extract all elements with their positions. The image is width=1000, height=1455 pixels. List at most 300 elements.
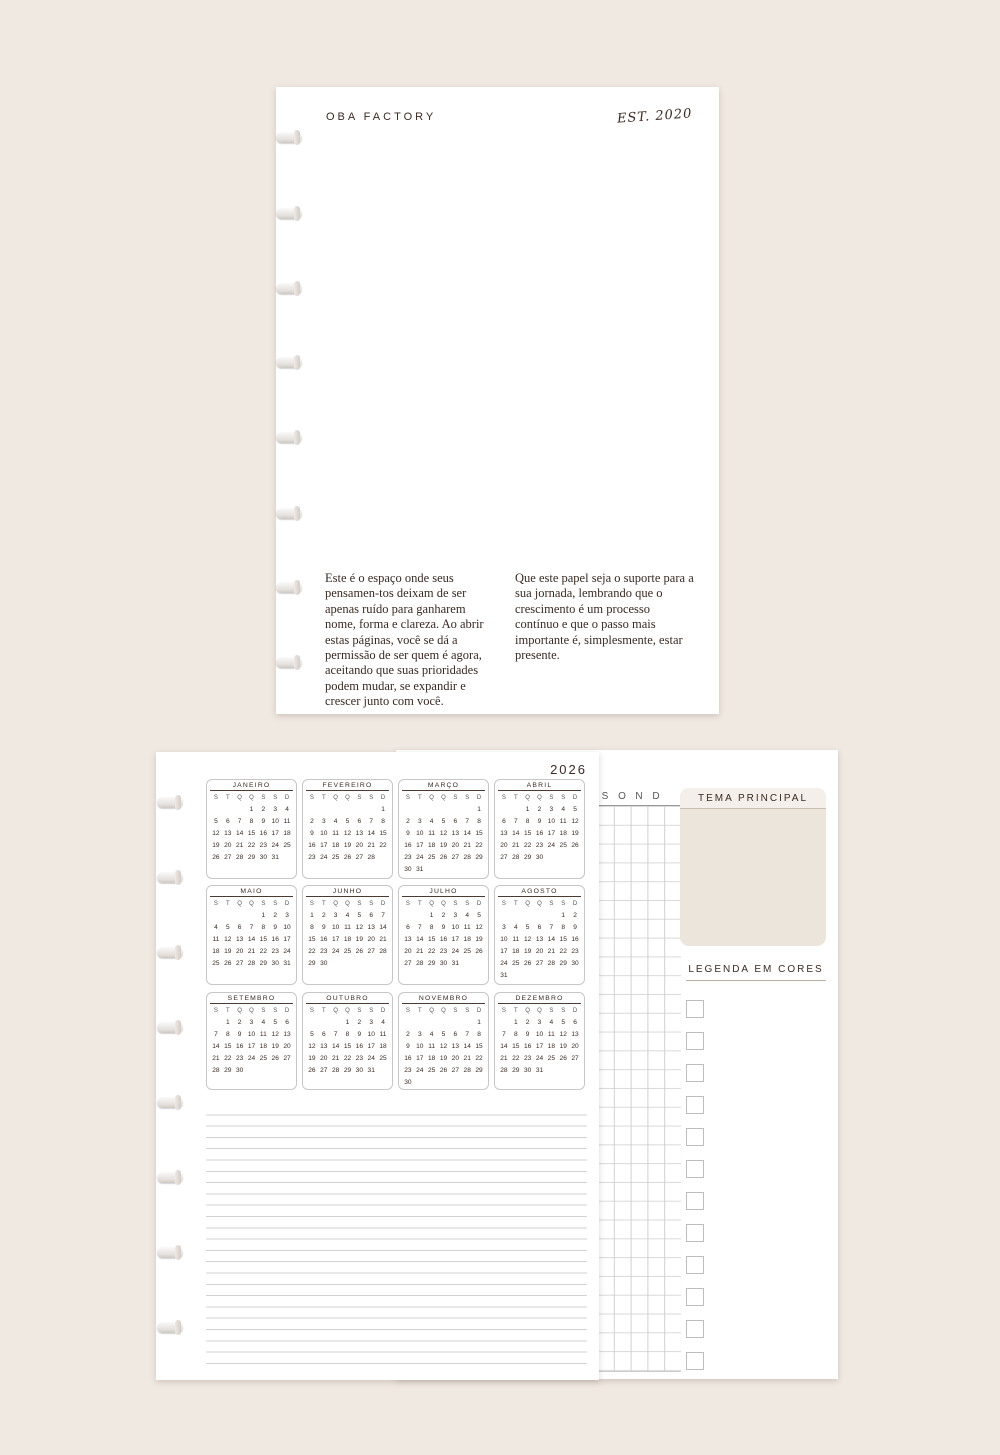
- month-initial: N: [635, 791, 643, 802]
- day-cell: 5: [357, 912, 362, 919]
- legend-color-box[interactable]: [686, 1160, 704, 1178]
- day-cell: 14: [367, 830, 375, 837]
- day-cell: 14: [463, 1043, 471, 1050]
- weekday-label: T: [417, 795, 422, 801]
- day-cell: 9: [273, 924, 278, 931]
- day-cell: 3: [453, 912, 458, 919]
- weekday-label: T: [225, 901, 230, 907]
- day-cell: 26: [523, 960, 532, 967]
- weekday-label: Q: [237, 901, 242, 907]
- day-cell: 30: [235, 1067, 244, 1074]
- day-cell: 17: [500, 948, 508, 955]
- day-cell: 13: [283, 1031, 291, 1038]
- empty-day: [438, 804, 450, 816]
- day-cell: 12: [224, 936, 232, 943]
- day-cell: 30: [259, 854, 268, 861]
- day-cell: 24: [283, 948, 291, 955]
- day-cell: 29: [247, 854, 256, 861]
- day-cell: 2: [441, 912, 446, 919]
- day-cell: 23: [259, 842, 268, 849]
- legend-color-box[interactable]: [686, 1032, 704, 1050]
- day-cell: 7: [237, 818, 242, 825]
- day-cell: 26: [559, 1055, 567, 1062]
- weekday-label: D: [284, 795, 290, 801]
- day-cell: 18: [331, 842, 340, 849]
- empty-day: [246, 910, 258, 922]
- day-cell: 19: [571, 830, 579, 837]
- weekday-label: D: [380, 795, 386, 801]
- empty-day: [461, 1017, 473, 1029]
- binder-ring: [276, 508, 302, 519]
- day-cell: 23: [571, 948, 579, 955]
- day-cell: 31: [451, 960, 460, 967]
- cover-text-right: Que este papel seja o suporte para a sua jornada, lembrando que o crescimento é um processo contínuo e que o passo mais importante é, simplesmente, estar presente.: [515, 571, 694, 663]
- weekday-label: S: [501, 795, 506, 801]
- day-cell: 27: [320, 1067, 328, 1074]
- day-cell: 12: [355, 924, 364, 931]
- day-cell: 15: [247, 830, 256, 837]
- day-cell: 22: [523, 842, 532, 849]
- empty-day: [365, 804, 377, 816]
- day-cell: 21: [416, 948, 424, 955]
- day-cell: 30: [271, 960, 279, 967]
- day-cell: 29: [475, 1067, 483, 1074]
- day-cell: 20: [224, 842, 232, 849]
- day-cell: 28: [379, 948, 387, 955]
- day-cell: 10: [367, 1031, 375, 1038]
- day-cell: 24: [547, 842, 556, 849]
- empty-day: [510, 910, 522, 922]
- weekday-label: D: [284, 1008, 290, 1014]
- legend-color-box[interactable]: [686, 1192, 704, 1210]
- weekday-label: S: [309, 901, 314, 907]
- day-cell: 16: [271, 936, 279, 943]
- day-cell: 30: [439, 960, 448, 967]
- weekday-label: T: [225, 795, 230, 801]
- day-cell: 19: [212, 842, 220, 849]
- day-cell: 2: [261, 806, 266, 813]
- day-cell: 28: [463, 854, 471, 861]
- day-cell: 12: [308, 1043, 316, 1050]
- month-name: FEVEREIRO: [306, 780, 389, 791]
- day-cell: 1: [225, 1019, 230, 1026]
- month-calendar: [398, 992, 489, 1090]
- weekday-label: T: [225, 1008, 230, 1014]
- weekday-label: S: [465, 795, 470, 801]
- legend-color-box[interactable]: [686, 1096, 704, 1114]
- day-cell: 24: [367, 1055, 375, 1062]
- day-cell: 19: [559, 1043, 567, 1050]
- day-cell: 24: [247, 1055, 256, 1062]
- note-lines: [206, 1104, 587, 1366]
- day-cell: 12: [475, 924, 483, 931]
- calendar-year: 2026: [550, 762, 587, 777]
- day-cell: 8: [310, 924, 314, 931]
- weekday-label: Q: [429, 1008, 434, 1014]
- day-cell: 13: [404, 936, 412, 943]
- day-cell: 28: [512, 854, 520, 861]
- day-cell: 18: [427, 1055, 436, 1062]
- day-cell: 28: [463, 1067, 471, 1074]
- day-cell: 21: [547, 948, 556, 955]
- day-cell: 15: [475, 1043, 483, 1050]
- legend-color-box[interactable]: [686, 1352, 704, 1370]
- empty-day: [498, 1017, 510, 1029]
- day-cell: 18: [559, 830, 567, 837]
- day-cell: 26: [571, 842, 579, 849]
- binder-ring: [157, 1172, 183, 1183]
- day-cell: 21: [367, 842, 375, 849]
- month-calendar: [302, 885, 393, 985]
- weekday-label: S: [309, 1008, 314, 1014]
- weekday-label: T: [417, 1008, 422, 1014]
- weekday-label: S: [453, 795, 458, 801]
- day-cell: 13: [224, 830, 232, 837]
- day-cell: 8: [429, 924, 434, 931]
- day-cell: 26: [212, 854, 220, 861]
- legend-color-box[interactable]: [686, 1000, 704, 1018]
- day-cell: 12: [439, 830, 448, 837]
- cover-text-left: Este é o espaço onde seus pensamen-tos deixam de ser apenas ruído para ganharem nome, forma e clareza. Ao abrir estas páginas, você se dá a permissão de ser quem é agora, aceitando que suas prioridades podem mudar, se expandir e crescer junto com você.: [325, 571, 484, 709]
- empty-day: [234, 910, 246, 922]
- binder-ring: [276, 582, 302, 593]
- day-cell: 12: [523, 936, 532, 943]
- month-name: SETEMBRO: [210, 993, 293, 1004]
- weekday-label: S: [561, 1008, 566, 1014]
- day-cell: 4: [429, 818, 434, 825]
- day-cell: 11: [428, 830, 436, 837]
- weekday-label: S: [309, 795, 314, 801]
- day-cell: 19: [439, 1055, 448, 1062]
- day-cell: 28: [331, 1067, 340, 1074]
- day-cell: 29: [224, 1067, 232, 1074]
- day-cell: 4: [549, 1019, 554, 1026]
- day-cell: 17: [247, 1043, 256, 1050]
- month-initials-header: [597, 791, 681, 805]
- weekday-label: D: [476, 1008, 482, 1014]
- day-cell: 28: [416, 960, 424, 967]
- day-cell: 13: [355, 830, 364, 837]
- empty-day: [353, 804, 365, 816]
- day-cell: 6: [369, 912, 374, 919]
- day-cell: 15: [379, 830, 387, 837]
- day-cell: 2: [357, 1019, 362, 1026]
- weekday-label: Q: [441, 795, 446, 801]
- month-initial: O: [618, 791, 626, 802]
- day-cell: 8: [477, 1031, 481, 1038]
- month-name: JULHO: [402, 886, 485, 897]
- month-calendar: [494, 992, 585, 1090]
- day-cell: 17: [416, 1055, 424, 1062]
- weekday-label: S: [501, 901, 506, 907]
- month-calendar: [398, 885, 489, 985]
- weekday-label: S: [273, 795, 278, 801]
- empty-day: [498, 910, 510, 922]
- weekday-label: S: [357, 795, 362, 801]
- day-cell: 27: [355, 854, 364, 861]
- binder-ring: [276, 357, 302, 368]
- weekday-label: T: [513, 901, 518, 907]
- day-cell: 27: [500, 854, 508, 861]
- weekday-label: Q: [249, 1008, 254, 1014]
- day-cell: 24: [331, 948, 340, 955]
- tracker-grid: [597, 805, 681, 1372]
- day-cell: 13: [451, 830, 460, 837]
- month-calendar: [494, 779, 585, 879]
- day-cell: 29: [475, 854, 483, 861]
- weekday-label: S: [549, 901, 554, 907]
- binder-ring: [157, 1322, 183, 1333]
- day-cell: 1: [429, 912, 434, 919]
- day-cell: 3: [417, 1031, 422, 1038]
- weekday-label: S: [213, 795, 218, 801]
- legend-color-box[interactable]: [686, 1256, 704, 1274]
- day-cell: 7: [214, 1031, 218, 1038]
- day-cell: 23: [308, 854, 316, 861]
- day-cell: 5: [214, 818, 218, 825]
- legend-color-box[interactable]: [686, 1224, 704, 1242]
- day-cell: 3: [369, 1019, 374, 1026]
- day-cell: 20: [320, 1055, 328, 1062]
- day-cell: 6: [225, 818, 230, 825]
- empty-day: [414, 1017, 426, 1029]
- weekday-label: Q: [237, 1008, 242, 1014]
- month-name: AGOSTO: [498, 886, 581, 897]
- day-cell: 10: [416, 1043, 424, 1050]
- tema-principal-box[interactable]: [680, 788, 826, 946]
- day-cell: 6: [502, 818, 506, 825]
- day-cell: 4: [513, 924, 518, 931]
- weekday-label: S: [405, 901, 410, 907]
- month-day-grid: [495, 897, 584, 986]
- day-cell: 16: [355, 1043, 364, 1050]
- empty-day: [330, 1017, 342, 1029]
- day-cell: 17: [271, 830, 279, 837]
- month-day-grid: [207, 791, 296, 868]
- day-cell: 11: [259, 1031, 267, 1038]
- day-cell: 25: [512, 960, 520, 967]
- day-cell: 11: [559, 818, 567, 825]
- day-cell: 18: [547, 1043, 556, 1050]
- day-cell: 20: [451, 1055, 460, 1062]
- day-cell: 22: [308, 948, 316, 955]
- day-cell: 7: [502, 1031, 506, 1038]
- day-cell: 24: [416, 1067, 424, 1074]
- day-cell: 6: [537, 924, 542, 931]
- day-cell: 18: [463, 936, 471, 943]
- day-cell: 23: [235, 1055, 244, 1062]
- binder-ring: [157, 872, 183, 883]
- day-cell: 5: [477, 912, 481, 919]
- month-name: MAIO: [210, 886, 293, 897]
- day-cell: 3: [321, 818, 326, 825]
- legend-color-box[interactable]: [686, 1288, 704, 1306]
- day-cell: 10: [247, 1031, 256, 1038]
- day-cell: 22: [427, 948, 436, 955]
- day-cell: 3: [549, 806, 554, 813]
- day-cell: 19: [439, 842, 448, 849]
- day-cell: 6: [406, 924, 410, 931]
- day-cell: 15: [427, 936, 436, 943]
- day-cell: 25: [463, 948, 471, 955]
- day-cell: 7: [417, 924, 422, 931]
- day-cell: 18: [379, 1043, 387, 1050]
- day-cell: 31: [416, 866, 424, 873]
- day-cell: 19: [523, 948, 532, 955]
- empty-day: [306, 1017, 318, 1029]
- day-cell: 10: [283, 924, 291, 931]
- day-cell: 17: [547, 830, 556, 837]
- day-cell: 20: [367, 936, 375, 943]
- day-cell: 27: [451, 1067, 460, 1074]
- empty-day: [342, 804, 354, 816]
- day-cell: 12: [571, 818, 579, 825]
- weekday-label: S: [405, 1008, 410, 1014]
- weekday-label: Q: [345, 901, 350, 907]
- day-cell: 22: [379, 842, 387, 849]
- day-cell: 21: [212, 1055, 220, 1062]
- month-calendar: [206, 992, 297, 1090]
- day-cell: 14: [512, 830, 520, 837]
- day-cell: 27: [235, 960, 244, 967]
- legend-color-box[interactable]: [686, 1064, 704, 1082]
- day-cell: 31: [500, 972, 508, 979]
- legend-color-box[interactable]: [686, 1320, 704, 1338]
- day-cell: 13: [320, 1043, 328, 1050]
- day-cell: 1: [477, 1019, 481, 1026]
- day-cell: 2: [406, 818, 410, 825]
- day-cell: 17: [367, 1043, 375, 1050]
- month-day-grid: [303, 897, 392, 974]
- day-cell: 12: [212, 830, 220, 837]
- day-cell: 10: [320, 830, 328, 837]
- day-cell: 23: [320, 948, 328, 955]
- empty-day: [222, 804, 234, 816]
- month-name: JANEIRO: [210, 780, 293, 791]
- month-day-grid: [399, 897, 488, 974]
- month-name: DEZEMBRO: [498, 993, 581, 1004]
- day-cell: 8: [525, 818, 530, 825]
- day-cell: 20: [404, 948, 412, 955]
- day-cell: 30: [355, 1067, 364, 1074]
- day-cell: 30: [404, 1079, 412, 1086]
- empty-day: [461, 804, 473, 816]
- weekday-label: T: [321, 1008, 326, 1014]
- weekday-label: S: [213, 901, 218, 907]
- day-cell: 7: [333, 1031, 338, 1038]
- day-cell: 30: [523, 1067, 532, 1074]
- weekday-label: S: [369, 795, 374, 801]
- day-cell: 5: [345, 818, 350, 825]
- empty-day: [449, 804, 461, 816]
- weekday-label: S: [261, 1008, 266, 1014]
- day-cell: 28: [247, 960, 256, 967]
- day-cell: 5: [561, 1019, 566, 1026]
- empty-day: [414, 804, 426, 816]
- month-day-grid: [303, 791, 392, 868]
- day-cell: 18: [283, 830, 291, 837]
- month-calendar: [206, 885, 297, 985]
- day-cell: 31: [367, 1067, 375, 1074]
- day-cell: 18: [512, 948, 520, 955]
- day-cell: 9: [573, 924, 577, 931]
- day-cell: 1: [345, 1019, 350, 1026]
- legend-color-box[interactable]: [686, 1128, 704, 1146]
- day-cell: 17: [535, 1043, 544, 1050]
- day-cell: 5: [441, 1031, 446, 1038]
- weekday-label: Q: [429, 795, 434, 801]
- empty-day: [426, 804, 438, 816]
- weekday-label: Q: [333, 795, 338, 801]
- day-cell: 9: [321, 924, 326, 931]
- day-cell: 14: [463, 830, 471, 837]
- day-cell: 27: [283, 1055, 291, 1062]
- empty-day: [234, 804, 246, 816]
- day-cell: 21: [500, 1055, 508, 1062]
- weekday-label: D: [572, 901, 578, 907]
- day-cell: 6: [285, 1019, 289, 1026]
- weekday-label: T: [321, 901, 326, 907]
- day-cell: 15: [224, 1043, 232, 1050]
- empty-day: [426, 1017, 438, 1029]
- month-calendar: [302, 992, 393, 1090]
- day-cell: 11: [212, 936, 220, 943]
- day-cell: 11: [463, 924, 471, 931]
- tema-principal-label: TEMA PRINCIPAL: [680, 788, 826, 809]
- day-cell: 1: [525, 806, 530, 813]
- day-cell: 13: [500, 830, 508, 837]
- weekday-label: Q: [345, 795, 350, 801]
- day-cell: 25: [283, 842, 291, 849]
- day-cell: 26: [271, 1055, 279, 1062]
- day-cell: 28: [212, 1067, 220, 1074]
- empty-day: [449, 1017, 461, 1029]
- day-cell: 22: [559, 948, 567, 955]
- day-cell: 30: [320, 960, 328, 967]
- day-cell: 15: [523, 830, 532, 837]
- month-name: JUNHO: [306, 886, 389, 897]
- day-cell: 11: [332, 830, 340, 837]
- day-cell: 29: [512, 1067, 520, 1074]
- day-cell: 19: [355, 936, 364, 943]
- day-cell: 4: [465, 912, 470, 919]
- day-cell: 16: [235, 1043, 244, 1050]
- day-cell: 16: [404, 842, 412, 849]
- day-cell: 16: [259, 830, 268, 837]
- day-cell: 9: [237, 1031, 242, 1038]
- day-cell: 13: [571, 1031, 579, 1038]
- day-cell: 9: [525, 1031, 530, 1038]
- day-cell: 2: [310, 818, 314, 825]
- empty-day: [522, 910, 534, 922]
- day-cell: 22: [475, 842, 483, 849]
- day-cell: 20: [283, 1043, 291, 1050]
- day-cell: 5: [441, 818, 446, 825]
- binder-ring: [276, 432, 302, 443]
- day-cell: 9: [406, 1043, 410, 1050]
- day-cell: 27: [451, 854, 460, 861]
- day-cell: 9: [310, 830, 314, 837]
- weekday-label: Q: [345, 1008, 350, 1014]
- day-cell: 8: [477, 818, 481, 825]
- month-day-grid: [495, 1004, 584, 1081]
- weekday-label: S: [261, 901, 266, 907]
- day-cell: 3: [273, 806, 278, 813]
- day-cell: 5: [273, 1019, 278, 1026]
- day-cell: 29: [523, 854, 532, 861]
- day-cell: 26: [308, 1067, 316, 1074]
- weekday-label: S: [273, 901, 278, 907]
